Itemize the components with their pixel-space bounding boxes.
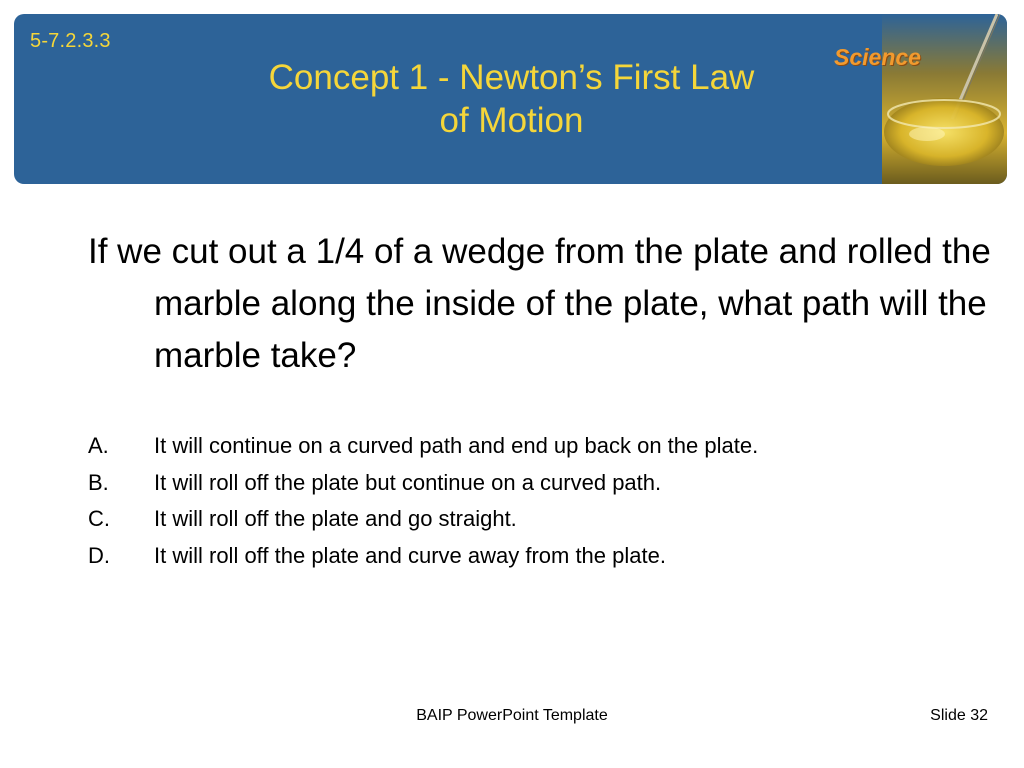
answer-letter: A. [88, 433, 109, 458]
title-line-1: Concept 1 - Newton’s First Law [268, 58, 755, 97]
answer-text: It will roll off the plate and curve away from the plate. [154, 542, 666, 568]
question-text: If we cut out a 1/4 of a wedge from the plate and rolled the marble along the inside of the plate, what path will the marble take? [88, 232, 991, 375]
footer-template-name: BAIP PowerPoint Template [416, 707, 608, 724]
slide-title [184, 56, 839, 142]
title-line-2: of Motion [439, 101, 584, 140]
answer-text: It will roll off the plate but continue on a curved path. [154, 469, 662, 495]
answer-option-a [88, 428, 968, 465]
slide-header [14, 14, 1007, 184]
answer-letter: B. [88, 469, 109, 495]
footer-slide-number: Slide 32 [930, 707, 988, 724]
standard-code: 5-7.2.3.3 [30, 30, 111, 52]
science-label: Science [834, 44, 921, 70]
answer-option-c [88, 501, 968, 538]
answer-letter: C. [88, 506, 110, 531]
answer-letter: D. [88, 542, 110, 568]
answer-text: It will roll off the plate and go straight. [154, 506, 517, 531]
answer-list [88, 428, 968, 574]
answer-option-d [88, 538, 968, 575]
answer-text: It will continue on a curved path and end up back on the plate. [154, 433, 759, 458]
lab-beaker-image [882, 14, 1007, 184]
answer-option-b [88, 465, 968, 502]
